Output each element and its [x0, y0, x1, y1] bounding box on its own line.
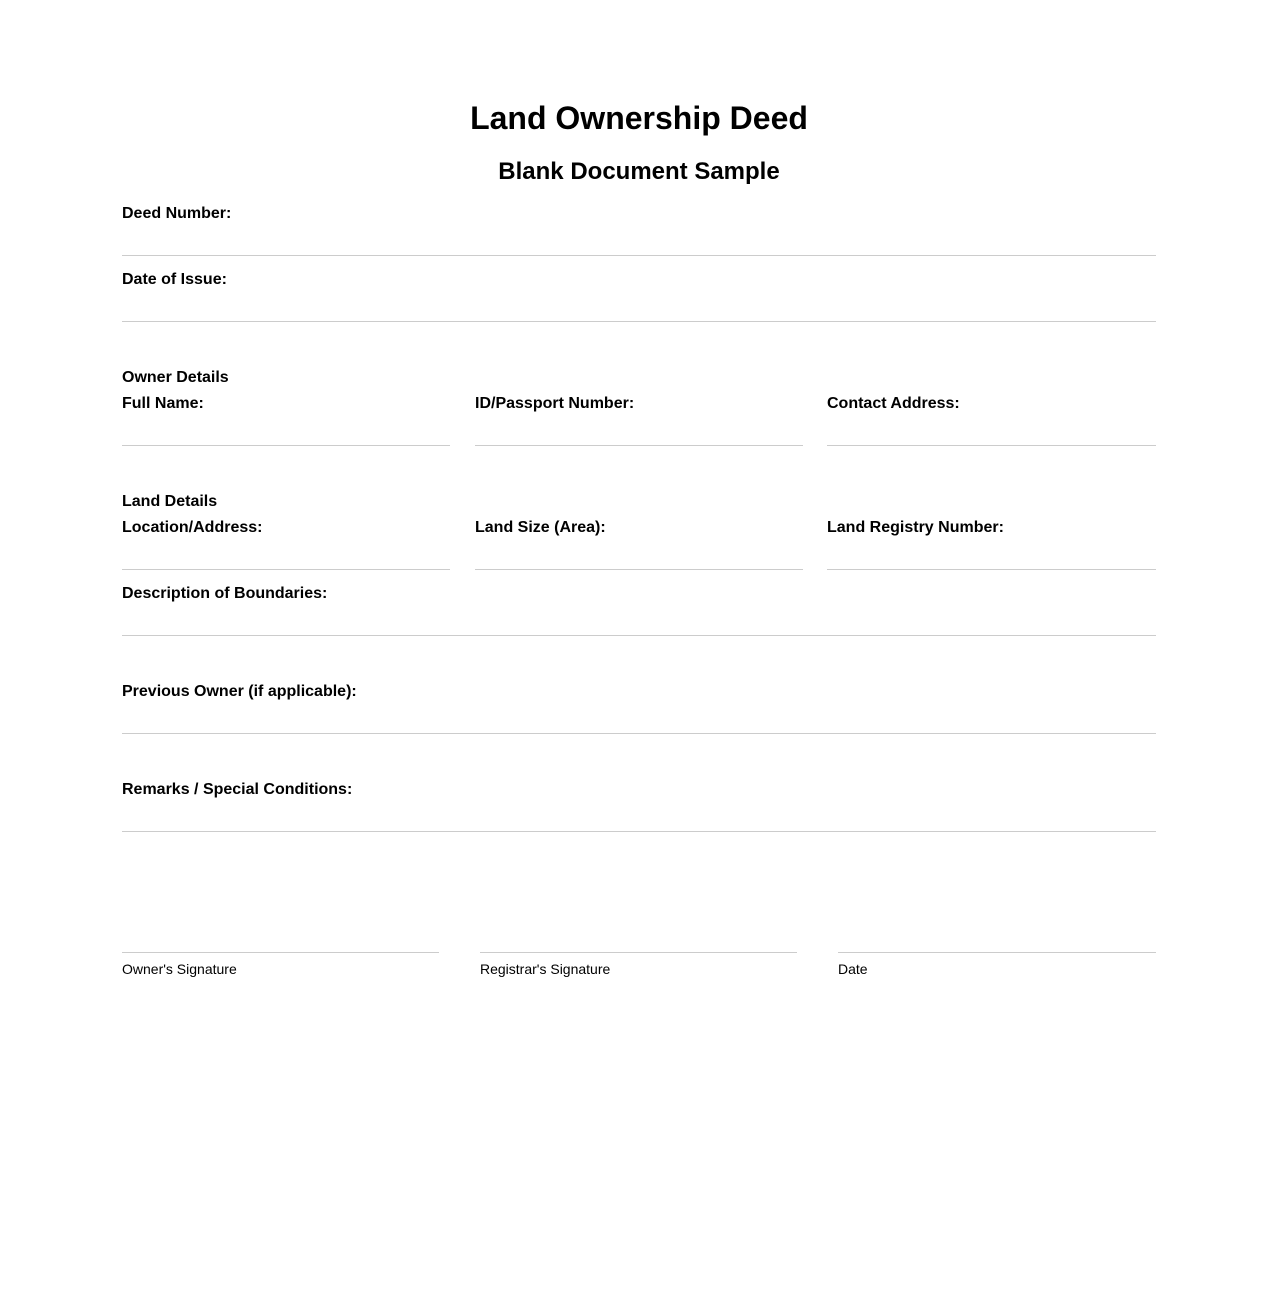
registry-number-underline: [827, 569, 1156, 570]
document-title: Land Ownership Deed: [470, 100, 808, 136]
land-details-heading: Land Details: [122, 493, 218, 510]
boundaries-field[interactable]: [122, 604, 1156, 634]
remarks-field[interactable]: [122, 800, 1156, 830]
previous-owner-label: Previous Owner (if applicable):: [122, 683, 357, 700]
full-name-field[interactable]: [122, 414, 450, 444]
location-label: Location/Address:: [122, 519, 263, 536]
owner-signature-line[interactable]: [122, 952, 439, 953]
previous-owner-field[interactable]: [122, 702, 1156, 732]
registrar-signature-line[interactable]: [480, 952, 797, 953]
registrar-signature-label: Registrar's Signature: [480, 961, 611, 977]
registry-number-field[interactable]: [827, 538, 1156, 568]
remarks-underline: [122, 831, 1156, 832]
contact-address-underline: [827, 445, 1156, 446]
deed-number-label: Deed Number:: [122, 205, 232, 222]
land-size-label: Land Size (Area):: [475, 519, 606, 536]
boundaries-underline: [122, 635, 1156, 636]
document-subtitle: Blank Document Sample: [498, 158, 780, 185]
contact-address-field[interactable]: [827, 414, 1156, 444]
date-of-issue-underline: [122, 321, 1156, 322]
land-size-underline: [475, 569, 803, 570]
date-of-issue-field[interactable]: [122, 290, 1156, 320]
registry-number-label: Land Registry Number:: [827, 519, 1004, 536]
id-passport-label: ID/Passport Number:: [475, 395, 635, 412]
signature-date-line[interactable]: [838, 952, 1156, 953]
boundaries-label: Description of Boundaries:: [122, 585, 328, 602]
land-size-field[interactable]: [475, 538, 803, 568]
full-name-underline: [122, 445, 450, 446]
location-field[interactable]: [122, 538, 450, 568]
id-passport-underline: [475, 445, 803, 446]
deed-number-underline: [122, 255, 1156, 256]
deed-number-field[interactable]: [122, 224, 1156, 254]
location-underline: [122, 569, 450, 570]
previous-owner-underline: [122, 733, 1156, 734]
owner-details-heading: Owner Details: [122, 369, 229, 386]
signature-date-label: Date: [838, 961, 868, 977]
date-of-issue-label: Date of Issue:: [122, 271, 227, 288]
full-name-label: Full Name:: [122, 395, 204, 412]
contact-address-label: Contact Address:: [827, 395, 960, 412]
remarks-label: Remarks / Special Conditions:: [122, 781, 353, 798]
owner-signature-label: Owner's Signature: [122, 961, 237, 977]
id-passport-field[interactable]: [475, 414, 803, 444]
